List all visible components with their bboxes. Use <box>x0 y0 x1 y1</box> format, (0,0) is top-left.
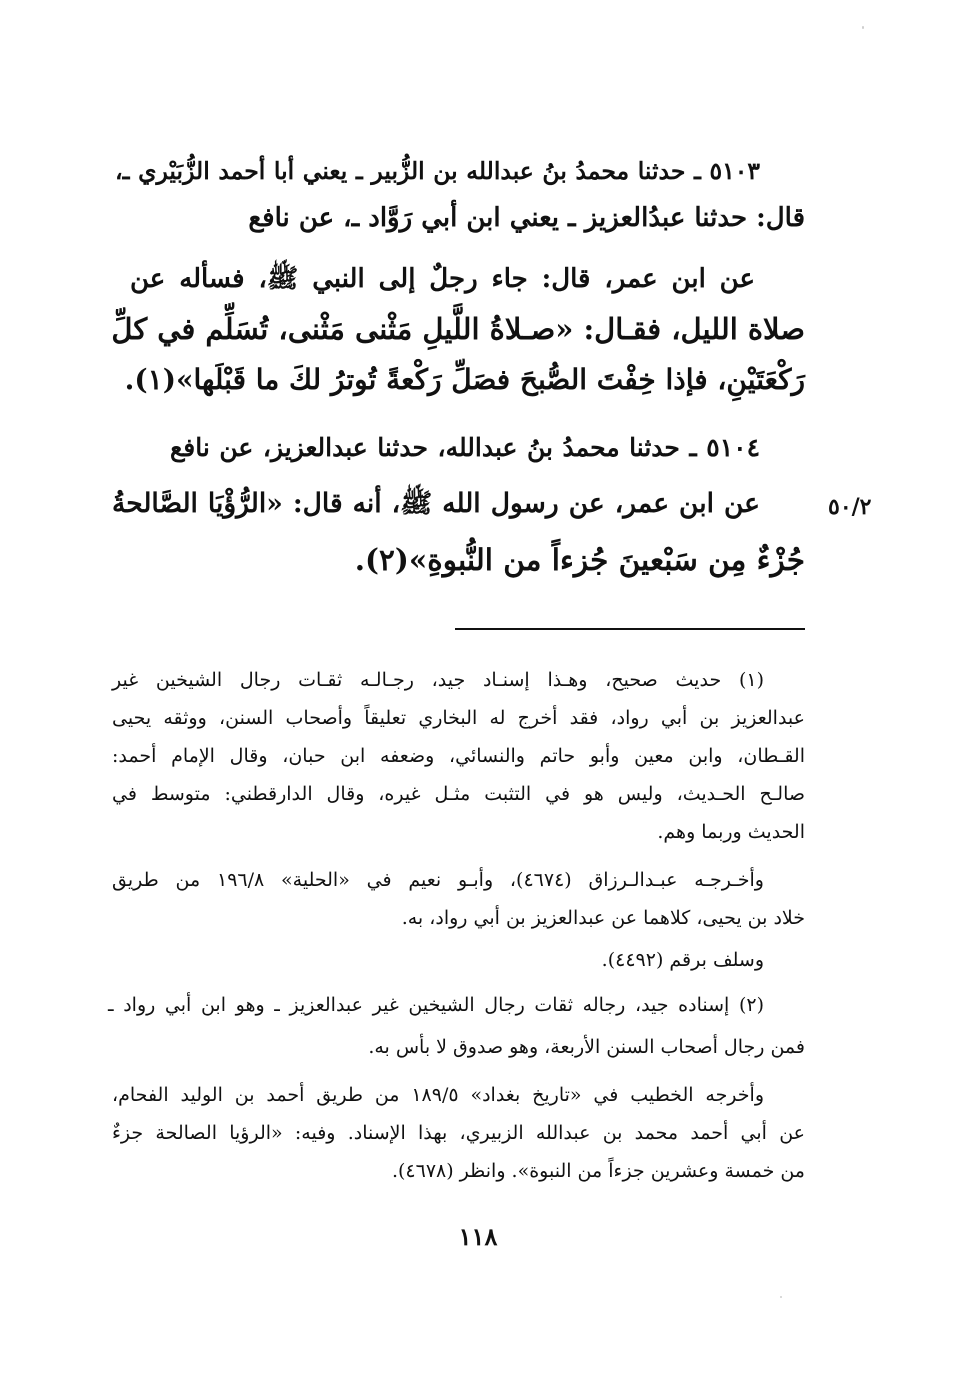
hadith-5104-line-3: جُزْءٌ مِن سَبْعينَ جُزءاً من النُّبوةِ»(٢). <box>354 542 805 577</box>
footnote-2-line-1: (٢) إسناده جيد، رجاله ثقات رجال الشيخين غير عبدالعزيز ـ وهو ابن أبي رواد ـ <box>108 994 764 1016</box>
hadith-5104-line-2: عن ابن عمر، عن رسول الله ﷺ، أنه قال: «الرُّؤْيَا الصَّالحةُ <box>112 488 760 519</box>
scan-speck <box>862 26 864 29</box>
footnote-2-line-3: وأخرجه الخطيب في «تاريخ بغداد» ١٨٩/٥ من طريق أحمد بن الوليد الفحام، <box>112 1084 764 1106</box>
footnote-1-line-5: الحديث وربما وهم. <box>657 821 805 843</box>
hadith-5103-line-5: رَكْعَتَيْنِ، فإذا خِفْتَ الصُّبحَ فصَلِّ رَكْعةً تُوترُ لكَ ما قَبْلَها»(١). <box>124 363 805 396</box>
margin-reference: ٥٠/٢ <box>828 494 872 520</box>
page-number: ١١٨ <box>458 1222 498 1251</box>
footnote-1-line-6: وأخـرجـه عبـدالـرزاق (٤٦٧٤)، وأبـو نعيم في «الحلية» ١٩٦/٨ من طريق <box>112 869 764 891</box>
hadith-5103-line-4: صلاة الليل، فقـال: «صـلاةُ اللَّيلِ مَثْنى مَثْنى، تُسَلِّم في كلِّ <box>111 312 805 346</box>
footnote-1-line-2: عبدالعزيز بن أبي رواد، فقد أخرج له البخاري تعليقاً وأصحاب السنن، ووثقه يحيى <box>112 707 805 729</box>
footnote-1-line-4: صالـح الحـديث، وليس هو في التثبت مثـل غيره، وقال الدارقطني: متوسط في <box>112 783 805 805</box>
hadith-5103-line-1: ٥١٠٣ ـ حدثنا محمدُ بنُ عبدالله بن الزُّبير ـ يعني أبا أحمد الزُّبَيْري ـ، <box>115 157 760 185</box>
footnote-1-line-8: وسلف برقم (٤٤٩٢). <box>601 949 764 971</box>
hadith-5103-line-2: قال: حدثنا عبدُالعزيز ـ يعني ابن أبي رَوَّاد ـ، عن نافع <box>248 203 805 233</box>
scan-speck <box>780 1296 782 1298</box>
footnote-1-line-3: القـطان، وابن معين وأبو حاتم والنسائي، وضعفه ابن حبان، وقال الإمام أحمد: <box>112 745 805 767</box>
footnote-1-line-7: خلاد بن يحيى، كلاهما عن عبدالعزيز بن أبي رواد، به. <box>401 907 805 929</box>
footnote-2-line-5: من خمسة وعشرين جزءاً من النبوة». وانظر (٤٦٧٨). <box>391 1160 805 1182</box>
footnote-2-line-2: فمن رجال أصحاب السنن الأربعة، وهو صدوق لا بأس به. <box>368 1036 805 1058</box>
footnote-separator <box>455 628 805 630</box>
footnote-2-line-4: عن أبي أحمد محمد بن عبدالله الزبيري، بهذا الإسناد. وفيه: «الرؤيا الصالحة جزءٌ <box>112 1122 805 1144</box>
hadith-5103-line-3: عن ابن عمر، قال: جاء رجلٌ إلى النبي ﷺ، فسأله عن <box>130 264 755 294</box>
hadith-5104-line-1: ٥١٠٤ ـ حدثنا محمدُ بنُ عبدالله، حدثنا عبدالعزيز، عن نافع <box>170 433 760 462</box>
footnote-1-line-1: (١) حديث صحيح، وهـذا إسنـاد جيد، رجـالـه ثقـات رجال الشيخين غير <box>112 669 764 691</box>
